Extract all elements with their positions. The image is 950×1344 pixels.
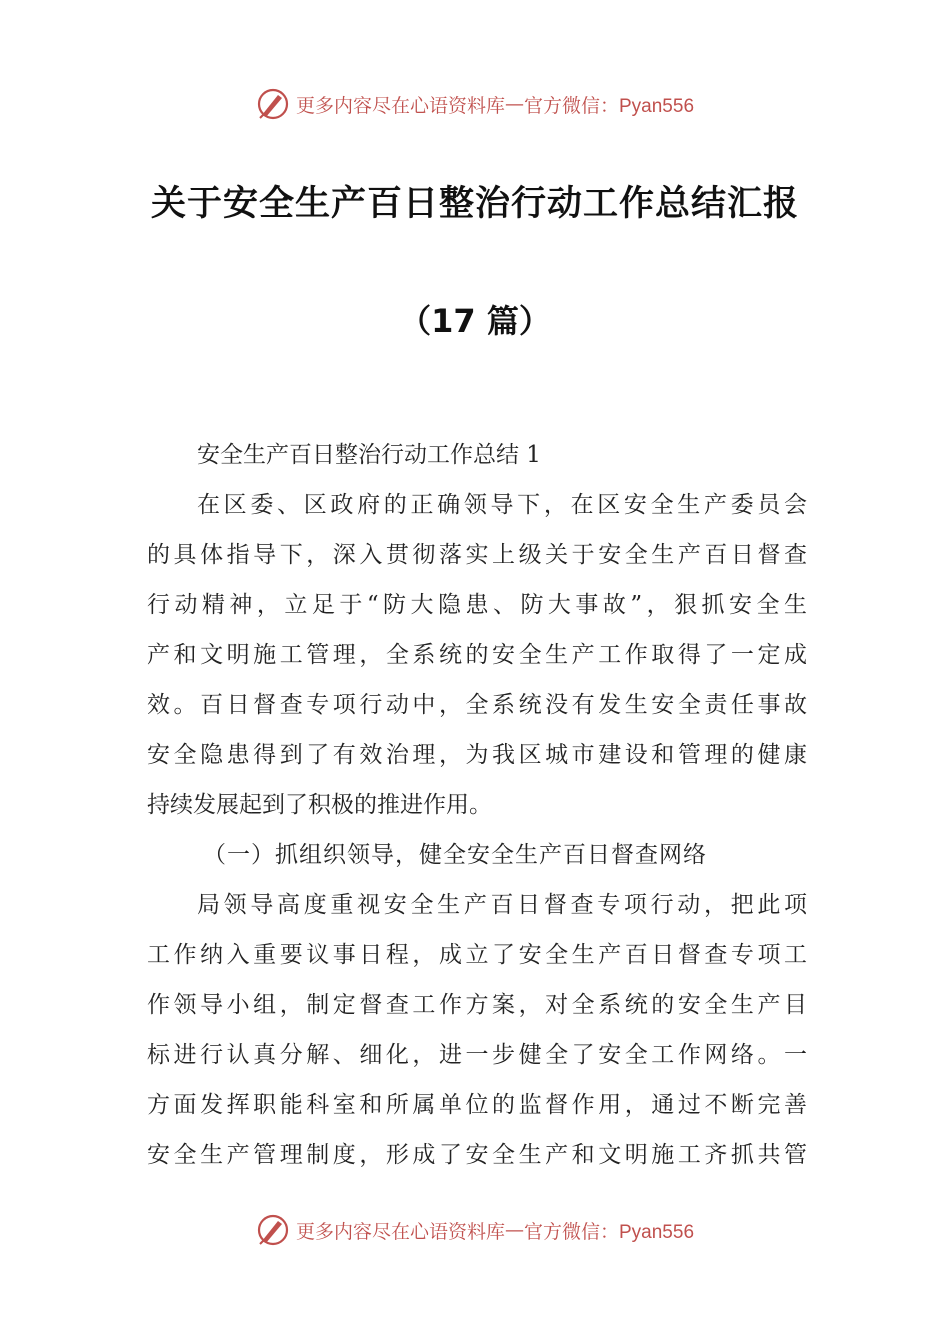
paragraph-line: 局领导高度重视安全生产百日督查专项行动，把此项 — [197, 892, 807, 918]
paragraph-line: 安全生产管理制度，形成了安全生产和文明施工齐抓共管 — [147, 1142, 807, 1168]
document-subtitle: （17 篇） — [399, 302, 551, 340]
banner-wechat-text: 官方微信：Pyan556 — [524, 1221, 695, 1243]
subsection-heading: （一）抓组织领导，健全安全生产百日督查网络 — [203, 842, 707, 868]
paragraph-line: 行动精神，立足于“防大隐患、防大事故”，狠抓安全生 — [147, 592, 807, 618]
document-title: 关于安全生产百日整治行动工作总结汇报 — [150, 184, 799, 224]
paragraph-line: 的具体指导下，深入贯彻落实上级关于安全生产百日督查 — [147, 542, 807, 568]
paragraph-line: 工作纳入重要议事日程，成立了安全生产百日督查专项工 — [147, 942, 807, 968]
banner-site-text: 更多内容尽在心语资料库 — [295, 1220, 505, 1243]
paragraph-line: 持续发展起到了积极的推进作用。 — [147, 792, 492, 818]
paragraph-line: 产和文明施工管理，全系统的安全生产工作取得了一定成 — [147, 642, 807, 668]
header-banner — [0, 84, 950, 124]
banner-wechat-text: 官方微信：Pyan556 — [524, 95, 695, 117]
section-title: 安全生产百日整治行动工作总结 1 — [197, 442, 541, 468]
pen-logo-icon — [256, 1213, 290, 1247]
paragraph-line: 作领导小组，制定督查工作方案，对全系统的安全生产目 — [147, 992, 807, 1018]
document-body — [147, 430, 807, 1180]
paragraph-line: 效。百日督查专项行动中，全系统没有发生安全责任事故 — [147, 692, 807, 718]
paragraph-line: 标进行认真分解、细化，进一步健全了安全工作网络。一 — [147, 1042, 807, 1068]
paragraph-line: 安全隐患得到了有效治理，为我区城市建设和管理的健康 — [147, 742, 807, 768]
footer-banner — [0, 1210, 950, 1250]
pen-logo-icon — [256, 87, 290, 121]
paragraph-line: 方面发挥职能科室和所属单位的监督作用，通过不断完善 — [147, 1092, 807, 1118]
banner-dash: — — [505, 93, 524, 115]
banner-dash: — — [505, 1219, 524, 1241]
banner-site-text: 更多内容尽在心语资料库 — [295, 94, 505, 117]
paragraph-line: 在区委、区政府的正确领导下，在区安全生产委员会 — [197, 492, 807, 518]
